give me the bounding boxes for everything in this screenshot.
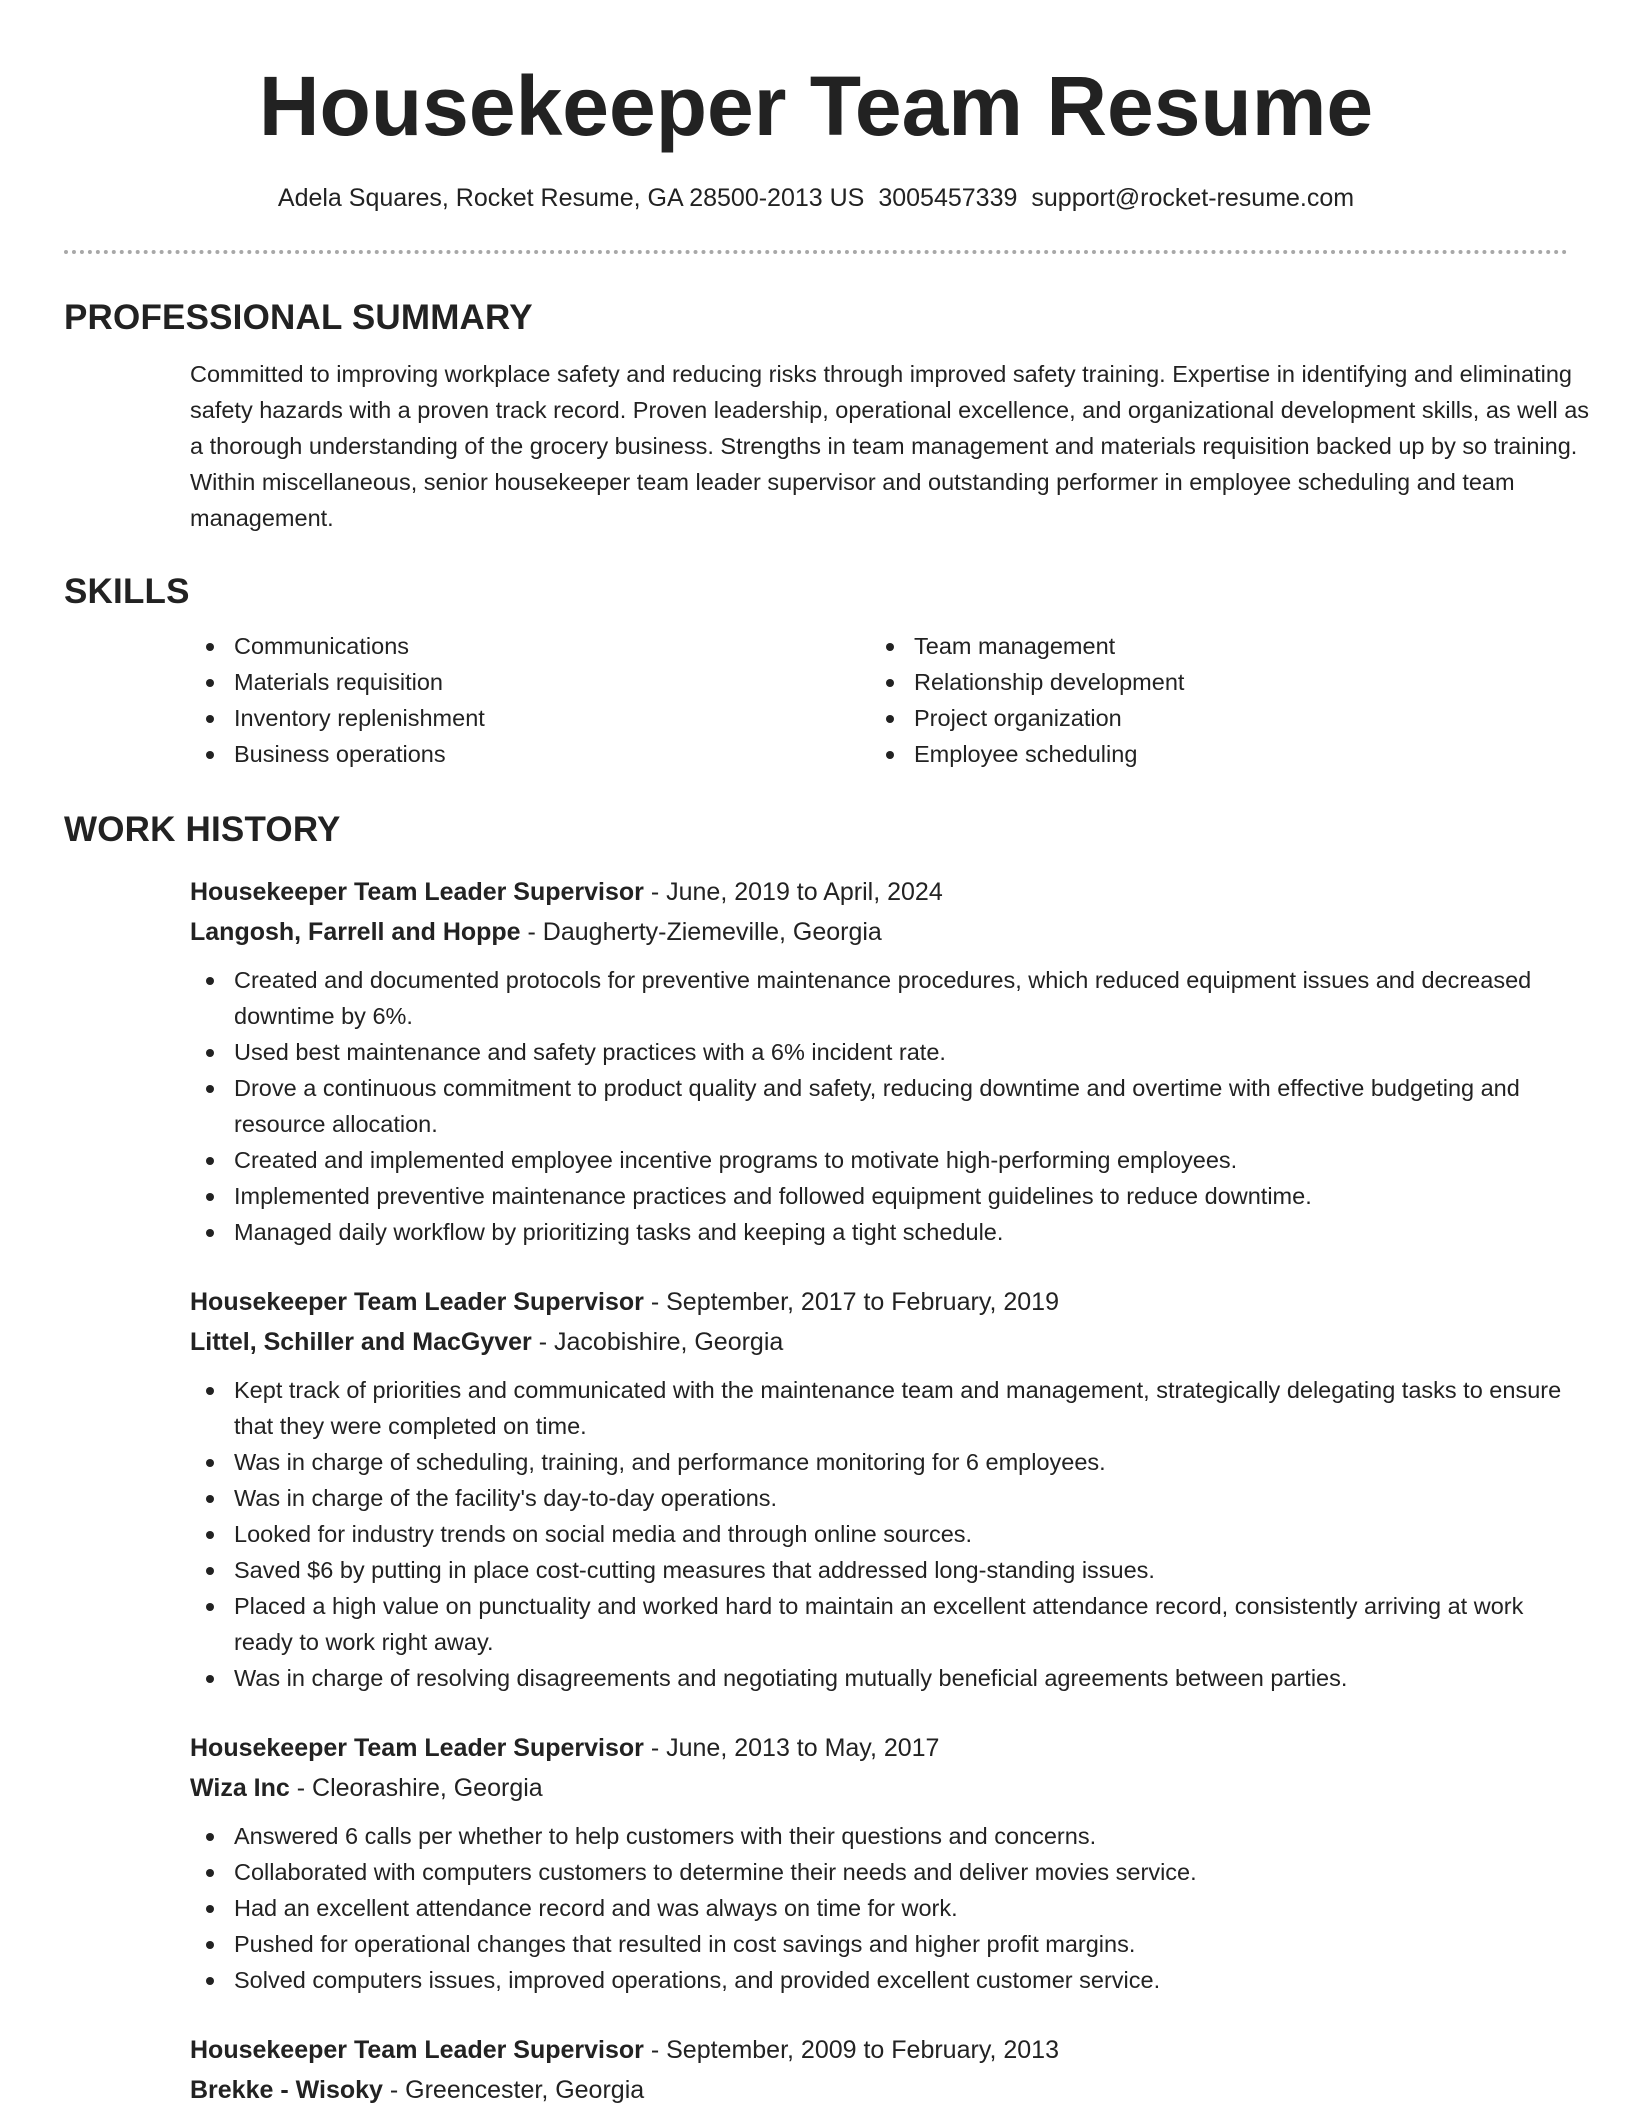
job-bullet: Collaborated with computers customers to determine their needs and deliver movies service. [190,1854,1568,1890]
job-bullets [190,962,1568,1250]
skill-item: Employee scheduling [870,736,1550,772]
job-bullet: Looked for industry trends on social media and through online sources. [190,1516,1568,1552]
header-divider [64,250,1568,254]
job-company: Wiza Inc [190,1774,290,1802]
skill-item: Project organization [870,700,1550,736]
work-history-section [64,808,1568,2110]
resume-title: Housekeeper Team Resume [258,59,1374,153]
job-company-line [190,1322,1568,1362]
job-entry [190,2030,1568,2110]
skill-item: Team management [870,628,1550,664]
job-bullet: Implemented preventive maintenance practices and followed equipment guidelines to reduce downtime. [190,1178,1568,1214]
contact-line [0,180,1632,216]
job-dates: - September, 2017 to February, 2019 [643,1288,1059,1316]
job-entry [190,1728,1568,1998]
summary-section [64,296,1590,536]
job-title: Housekeeper Team Leader Supervisor [190,2036,644,2064]
job-bullet: Kept track of priorities and communicated with the maintenance team and management, strategically delegating tasks to ensure that they were completed on time. [190,1372,1568,1444]
job-title-line [190,1282,1568,1322]
job-bullet: Managed daily workflow by prioritizing tasks and keeping a tight schedule. [190,1214,1568,1250]
skill-item: Relationship development [870,664,1550,700]
job-bullet: Drove a continuous commitment to product quality and safety, reducing downtime and overtime with effective budgeting and resource allocation. [190,1070,1568,1142]
summary-heading: PROFESSIONAL SUMMARY [64,298,533,337]
job-company: Littel, Schiller and MacGyver [190,1328,532,1356]
skills-grid [190,628,1568,772]
contact-phone: 3005457339 [878,184,1018,212]
contact-address: Adela Squares, Rocket Resume, GA 28500-2013 US [277,184,865,212]
job-bullet: Created and implemented employee incentive programs to motivate high-performing employees. [190,1142,1568,1178]
job-company-line [190,2070,1568,2110]
skills-column-left [190,628,870,772]
job-title: Housekeeper Team Leader Supervisor [190,1288,644,1316]
job-bullets [190,1818,1568,1998]
job-title: Housekeeper Team Leader Supervisor [190,878,644,906]
job-entry [190,872,1568,1250]
job-title: Housekeeper Team Leader Supervisor [190,1734,644,1762]
job-title-line [190,2030,1568,2070]
work-history-heading: WORK HISTORY [64,810,341,849]
job-location: - Greencester, Georgia [382,2076,645,2104]
job-company-line [190,912,1568,952]
skills-column-right [870,628,1550,772]
job-location: - Daugherty-Ziemeville, Georgia [520,918,882,946]
job-location: - Jacobishire, Georgia [531,1328,784,1356]
job-bullet: Was in charge of resolving disagreements and negotiating mutually beneficial agreements between parties. [190,1660,1568,1696]
job-bullet: Saved $6 by putting in place cost-cutting measures that addressed long-standing issues. [190,1552,1568,1588]
job-company: Brekke - Wisoky [190,2076,383,2104]
job-bullet: Created and documented protocols for preventive maintenance procedures, which reduced equipment issues and decreased downtime by 6%. [190,962,1568,1034]
job-title-line [190,1728,1568,1768]
job-company: Langosh, Farrell and Hoppe [190,918,521,946]
skill-item: Inventory replenishment [190,700,870,736]
job-bullet: Had an excellent attendance record and was always on time for work. [190,1890,1568,1926]
contact-email: support@rocket-resume.com [1031,184,1355,212]
job-bullet: Solved computers issues, improved operations, and provided excellent customer service. [190,1962,1568,1998]
job-entry [190,1282,1568,1696]
skill-item: Communications [190,628,870,664]
job-bullet: Placed a high value on punctuality and worked hard to maintain an excellent attendance record, consistently arriving at work ready to work right away. [190,1588,1568,1660]
job-location: - Cleorashire, Georgia [289,1774,543,1802]
job-dates: - June, 2013 to May, 2017 [643,1734,940,1762]
job-bullet: Was in charge of the facility's day-to-day operations. [190,1480,1568,1516]
skills-section [64,570,1568,772]
job-bullets [190,1372,1568,1696]
job-bullet: Answered 6 calls per whether to help customers with their questions and concerns. [190,1818,1568,1854]
job-title-line [190,872,1568,912]
skills-heading: SKILLS [64,572,190,611]
job-dates: - September, 2009 to February, 2013 [643,2036,1059,2064]
job-dates: - June, 2019 to April, 2024 [643,878,943,906]
job-bullet: Was in charge of scheduling, training, and performance monitoring for 6 employees. [190,1444,1568,1480]
job-bullet: Used best maintenance and safety practices with a 6% incident rate. [190,1034,1568,1070]
summary-text: Committed to improving workplace safety and reducing risks through improved safety training. Expertise in identifying and eliminating safety hazards with a proven track record. Proven leadership, operational excellence, and organizational development skills, as well as a thorough understanding of the grocery business. Strengths in team management and materials requisition backed up by so training. Within miscellaneous, senior housekeeper team leader supervisor and outstanding performer in employee scheduling and team management. [190,361,1590,531]
job-company-line [190,1768,1568,1808]
job-bullet: Pushed for operational changes that resulted in cost savings and higher profit margins. [190,1926,1568,1962]
skill-item: Materials requisition [190,664,870,700]
skill-item: Business operations [190,736,870,772]
